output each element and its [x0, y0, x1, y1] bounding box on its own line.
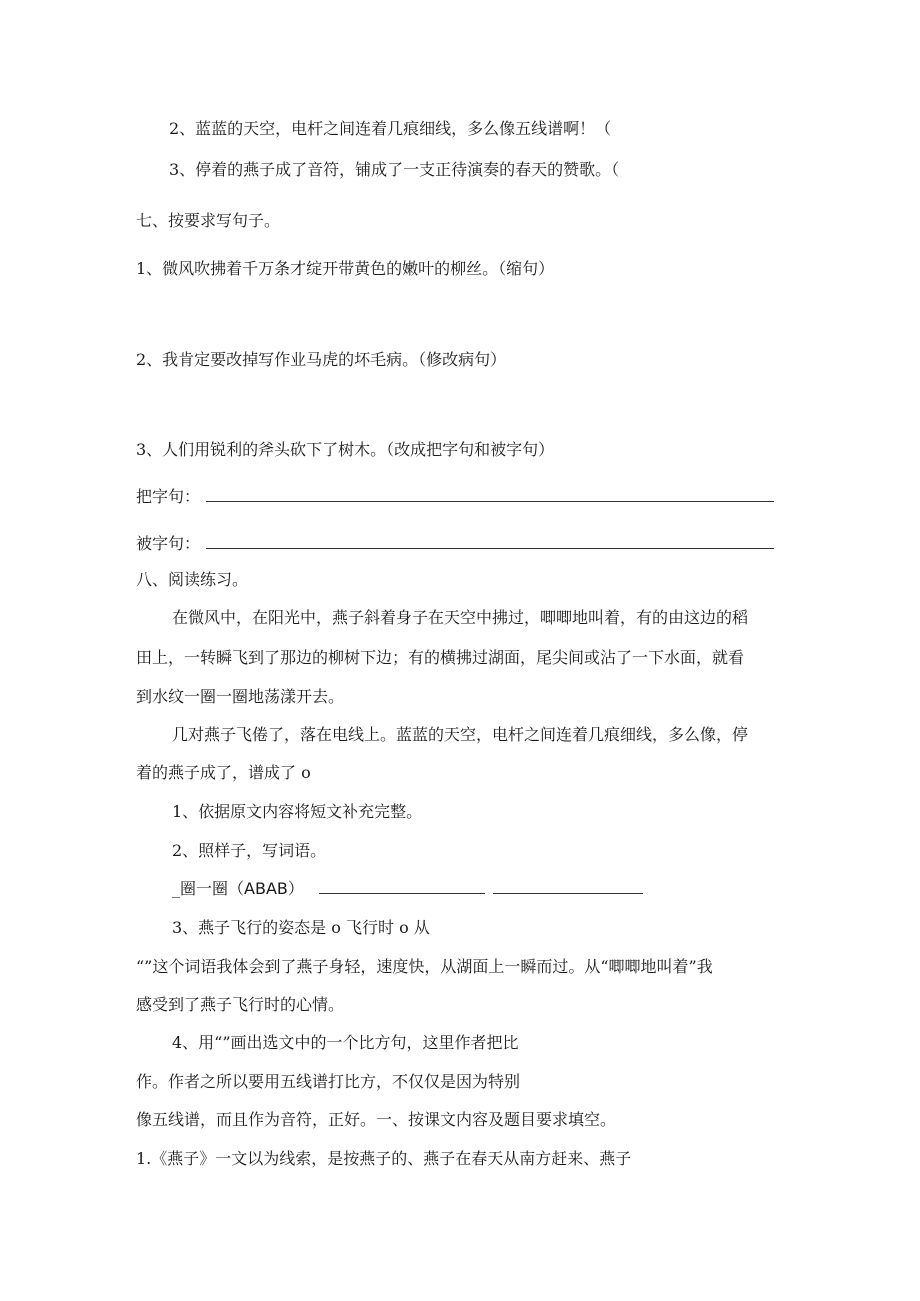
ba-sentence-label: 把字句：	[136, 487, 201, 506]
reading-question-4-cont-2: 像五线谱，而且作为音符，正好。一、按课文内容及题目要求填空。	[136, 1110, 617, 1129]
reading-question-2: 2、照样子，写词语。	[172, 841, 327, 860]
bei-sentence-row	[136, 534, 774, 554]
reading-question-3-cont-2: 感受到了燕子飞行时的心情。	[136, 995, 345, 1014]
next-section-question-1: 1.《燕子》一文以为线索，是按燕子的、燕子在春天从南方赶来、燕子	[136, 1149, 632, 1168]
reading-question-4: 4、用“”画出选文中的一个比方句，这里作者把比	[172, 1033, 519, 1052]
section7-heading: 七、按要求写句子。	[136, 211, 281, 230]
reading-question-1: 1、依据原文内容将短文补充完整。	[172, 802, 423, 821]
word-example-row	[172, 879, 643, 899]
reading-question-3: 3、燕子飞行的姿态是 o 飞行时 o 从	[172, 918, 430, 937]
section6-item2: 2、蓝蓝的天空，电杆之间连着几痕细线，多么像五线谱啊！（	[169, 119, 612, 138]
reading-paragraph-1-line-3: 到水纹一圈一圈地荡漾开去。	[136, 687, 345, 706]
word-example-suffix: ）	[287, 879, 304, 898]
reading-paragraph-2-line-1: 几对燕子飞倦了，落在电线上。蓝蓝的天空，电杆之间连着几痕细线，多么像，停	[172, 725, 749, 744]
reading-question-4-cont-1: 作。作者之所以要用五线谱打比方，不仅仅是因为特别	[136, 1072, 521, 1091]
bei-sentence-label: 被字句：	[136, 534, 201, 553]
reading-question-3-cont-1: “”这个词语我体会到了燕子身轻，速度快，从湖面上一瞬而过。从“唧唧地叫着”我	[136, 957, 713, 976]
reading-paragraph-2-line-2: 着的燕子成了，谱成了 o	[136, 763, 311, 782]
section7-question-3: 3、人们用锐利的斧头砍下了树木。（改成把字句和被字句）	[136, 440, 555, 459]
word-example-prefix: _圈一圈（	[172, 879, 245, 898]
section6-item3: 3、停着的燕子成了音符，铺成了一支正待演奏的春天的赞歌。（	[169, 160, 620, 179]
reading-paragraph-1-line-2: 田上，一转瞬飞到了那边的柳树下边；有的横拂过湖面，尾尖间或沾了一下水面，就看	[136, 648, 745, 667]
word-answer-line-1[interactable]	[319, 879, 485, 894]
reading-paragraph-1-line-1: 在微风中，在阳光中，燕子斜着身子在天空中拂过，唧唧地叫着，有的由这边的稻	[172, 608, 749, 627]
section8-heading: 八、阅读练习。	[136, 570, 249, 589]
ba-sentence-answer-line[interactable]	[206, 487, 774, 502]
section7-question-1: 1、微风吹拂着千万条才绽开带黄色的嫩叶的柳丝。（缩句）	[136, 259, 555, 278]
bei-sentence-answer-line[interactable]	[206, 534, 774, 549]
word-answer-line-2[interactable]	[493, 879, 643, 894]
word-example-pattern: ABAB	[244, 879, 288, 898]
section7-question-2: 2、我肯定要改掉写作业马虎的坏毛病。（修改病句）	[136, 350, 507, 369]
ba-sentence-row	[136, 487, 774, 507]
